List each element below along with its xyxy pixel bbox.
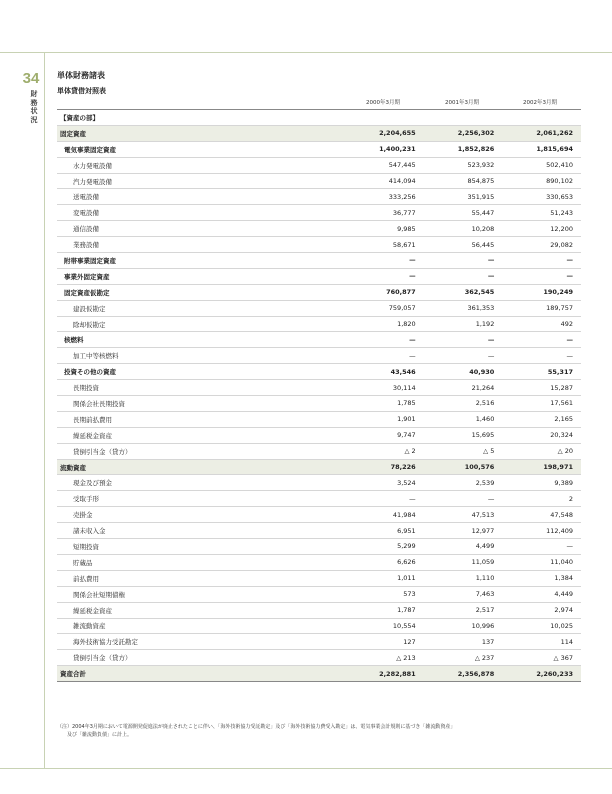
footnote-line-1: （注）2004年3月期において電源開発促進法が廃止されたことに伴い、「海外技術協力受託勘定」及び「海外技術協力費受入勘定」は、電気事業会計規則に基づき「雑流動資産」 [57, 724, 456, 730]
row-value-2001年3月期: 10,208 [424, 221, 503, 237]
row-value-2001年3月期: 2,516 [424, 396, 503, 412]
row-value-2000年3月期: 760,877 [345, 284, 424, 300]
row-value-2001年3月期: △ 5 [424, 443, 503, 459]
table-row [57, 634, 581, 650]
table-row [57, 539, 581, 555]
row-value-2001年3月期: 2,539 [424, 475, 503, 491]
table-row [57, 189, 581, 205]
row-value-2000年3月期: 9,985 [345, 221, 424, 237]
row-value-2001年3月期: 1,460 [424, 411, 503, 427]
row-value-2001年3月期: 523,932 [424, 157, 503, 173]
row-value-2000年3月期: 1,820 [345, 316, 424, 332]
row-value-2001年3月期: 1,852,826 [424, 141, 503, 157]
row-value-2002年3月期: — [502, 253, 581, 269]
column-header-2002: 2002年3月期 [523, 100, 557, 106]
row-label: 電気事業固定資産 [57, 141, 345, 157]
table-row [57, 475, 581, 491]
row-value-2001年3月期: 2,517 [424, 602, 503, 618]
table-row [57, 205, 581, 221]
row-value-2001年3月期: 47,513 [424, 507, 503, 523]
row-value-2002年3月期: 12,200 [502, 221, 581, 237]
row-label: 貸倒引当金（貸方） [57, 650, 345, 666]
row-value-2002年3月期: 114 [502, 634, 581, 650]
column-header-2001: 2001年3月期 [445, 100, 479, 106]
table-row [57, 348, 581, 364]
row-label: 通信設備 [57, 221, 345, 237]
row-value-2001年3月期: — [424, 332, 503, 348]
row-value-2001年3月期: — [424, 253, 503, 269]
row-label: 受取手形 [57, 491, 345, 507]
row-value-2002年3月期: 17,561 [502, 396, 581, 412]
row-label: 海外技術協力受託勘定 [57, 634, 345, 650]
row-label: 諸未収入金 [57, 523, 345, 539]
row-label: 汽力発電設備 [57, 173, 345, 189]
row-value-2001年3月期 [424, 110, 503, 126]
row-value-2002年3月期 [502, 110, 581, 126]
row-value-2000年3月期: 1,787 [345, 602, 424, 618]
table-row [57, 221, 581, 237]
row-label: 現金及び預金 [57, 475, 345, 491]
table-row [57, 666, 581, 682]
row-value-2000年3月期: 1,785 [345, 396, 424, 412]
row-value-2002年3月期: 55,317 [502, 364, 581, 380]
row-label: 貯蔵品 [57, 554, 345, 570]
row-value-2000年3月期: 1,011 [345, 570, 424, 586]
row-value-2000年3月期: — [345, 253, 424, 269]
table-row [57, 300, 581, 316]
table-row [57, 316, 581, 332]
row-value-2000年3月期: 414,094 [345, 173, 424, 189]
table-row [57, 554, 581, 570]
table-row [57, 650, 581, 666]
row-value-2000年3月期: 759,057 [345, 300, 424, 316]
row-value-2000年3月期 [345, 110, 424, 126]
balance-sheet-table [57, 109, 581, 682]
row-value-2002年3月期: — [502, 348, 581, 364]
row-value-2001年3月期: 4,499 [424, 539, 503, 555]
top-rule [0, 52, 612, 53]
row-label: 流動資産 [57, 459, 345, 475]
row-value-2000年3月期: 573 [345, 586, 424, 602]
row-value-2002年3月期: — [502, 268, 581, 284]
row-value-2002年3月期: 190,249 [502, 284, 581, 300]
row-value-2000年3月期: 5,299 [345, 539, 424, 555]
row-value-2002年3月期: 112,409 [502, 523, 581, 539]
row-value-2002年3月期: 189,757 [502, 300, 581, 316]
row-value-2002年3月期: 502,410 [502, 157, 581, 173]
row-value-2001年3月期: 11,059 [424, 554, 503, 570]
row-value-2000年3月期: △ 2 [345, 443, 424, 459]
row-value-2000年3月期: △ 213 [345, 650, 424, 666]
row-label: 繰延税金資産 [57, 427, 345, 443]
table-row [57, 284, 581, 300]
row-value-2001年3月期: 2,256,302 [424, 125, 503, 141]
row-value-2002年3月期: 47,548 [502, 507, 581, 523]
row-value-2002年3月期: 2,061,262 [502, 125, 581, 141]
column-header-2000: 2000年3月期 [366, 100, 400, 106]
row-value-2002年3月期: 2,260,233 [502, 666, 581, 682]
row-label: 固定資産 [57, 125, 345, 141]
row-value-2000年3月期: 6,951 [345, 523, 424, 539]
row-value-2001年3月期: 10,996 [424, 618, 503, 634]
row-value-2001年3月期: 1,110 [424, 570, 503, 586]
row-value-2000年3月期: — [345, 491, 424, 507]
row-label: 建設仮勘定 [57, 300, 345, 316]
row-value-2000年3月期: 9,747 [345, 427, 424, 443]
row-label: 短期投資 [57, 539, 345, 555]
row-label: 関係会社長期投資 [57, 396, 345, 412]
row-value-2001年3月期: 361,353 [424, 300, 503, 316]
row-value-2002年3月期: 9,389 [502, 475, 581, 491]
row-value-2002年3月期: 4,449 [502, 586, 581, 602]
table-row [57, 396, 581, 412]
row-value-2000年3月期: 1,901 [345, 411, 424, 427]
row-value-2002年3月期: 11,040 [502, 554, 581, 570]
footnote [57, 723, 597, 739]
row-value-2002年3月期: 2,165 [502, 411, 581, 427]
row-label: 業務設備 [57, 237, 345, 253]
row-label: 貸倒引当金（貸方） [57, 443, 345, 459]
table-row [57, 110, 581, 126]
table-row [57, 268, 581, 284]
row-label: 前払費用 [57, 570, 345, 586]
table-row [57, 173, 581, 189]
row-value-2000年3月期: 6,626 [345, 554, 424, 570]
row-value-2000年3月期: 127 [345, 634, 424, 650]
row-value-2001年3月期: △ 237 [424, 650, 503, 666]
row-value-2002年3月期: △ 20 [502, 443, 581, 459]
page-title: 単体財務諸表 [57, 71, 105, 80]
row-value-2000年3月期: 2,282,881 [345, 666, 424, 682]
row-label: 繰延税金資産 [57, 602, 345, 618]
row-value-2001年3月期: 1,192 [424, 316, 503, 332]
row-label: 加工中等核燃料 [57, 348, 345, 364]
row-label: 投資その他の資産 [57, 364, 345, 380]
row-label: 雑流動資産 [57, 618, 345, 634]
row-value-2000年3月期: 1,400,231 [345, 141, 424, 157]
table-row [57, 364, 581, 380]
row-value-2001年3月期: 12,977 [424, 523, 503, 539]
bottom-rule [0, 768, 612, 769]
row-value-2001年3月期: — [424, 268, 503, 284]
table-row [57, 459, 581, 475]
table-row [57, 602, 581, 618]
row-value-2000年3月期: — [345, 348, 424, 364]
row-value-2000年3月期: 547,445 [345, 157, 424, 173]
row-value-2002年3月期: 330,653 [502, 189, 581, 205]
table-row [57, 570, 581, 586]
row-value-2001年3月期: 351,915 [424, 189, 503, 205]
table-row [57, 253, 581, 269]
table-row [57, 586, 581, 602]
row-label: 売掛金 [57, 507, 345, 523]
row-value-2002年3月期: — [502, 332, 581, 348]
row-value-2002年3月期: 29,082 [502, 237, 581, 253]
table-subtitle: 単体貸借対照表 [57, 87, 106, 95]
table-row [57, 427, 581, 443]
row-value-2002年3月期: 20,324 [502, 427, 581, 443]
table-row [57, 491, 581, 507]
row-label: 関係会社短期債権 [57, 586, 345, 602]
row-value-2002年3月期: 890,102 [502, 173, 581, 189]
row-label: 事業外固定資産 [57, 268, 345, 284]
row-value-2002年3月期: — [502, 539, 581, 555]
left-margin-rule [44, 52, 45, 769]
table-row [57, 507, 581, 523]
table-row [57, 380, 581, 396]
row-label: 附帯事業固定資産 [57, 253, 345, 269]
row-value-2000年3月期: 10,554 [345, 618, 424, 634]
row-value-2000年3月期: — [345, 268, 424, 284]
row-value-2000年3月期: 41,984 [345, 507, 424, 523]
table-row [57, 157, 581, 173]
table-row [57, 237, 581, 253]
row-value-2002年3月期: 1,384 [502, 570, 581, 586]
row-value-2001年3月期: 2,356,878 [424, 666, 503, 682]
table-row [57, 523, 581, 539]
row-value-2000年3月期: 30,114 [345, 380, 424, 396]
table-row [57, 332, 581, 348]
section-side-label: 財務状況 [30, 90, 38, 124]
row-value-2002年3月期: 2 [502, 491, 581, 507]
row-value-2001年3月期: 362,545 [424, 284, 503, 300]
row-value-2000年3月期: 58,671 [345, 237, 424, 253]
row-label: 除却仮勘定 [57, 316, 345, 332]
row-value-2002年3月期: △ 367 [502, 650, 581, 666]
table-row [57, 411, 581, 427]
row-value-2002年3月期: 15,287 [502, 380, 581, 396]
table-row [57, 141, 581, 157]
row-value-2001年3月期: 15,695 [424, 427, 503, 443]
row-value-2001年3月期: 21,264 [424, 380, 503, 396]
page-number: 34 [22, 70, 40, 87]
row-value-2000年3月期: — [345, 332, 424, 348]
row-value-2001年3月期: 100,576 [424, 459, 503, 475]
row-value-2001年3月期: 854,875 [424, 173, 503, 189]
row-label: 核燃料 [57, 332, 345, 348]
row-value-2002年3月期: 492 [502, 316, 581, 332]
row-label: 変電設備 [57, 205, 345, 221]
table-row [57, 443, 581, 459]
row-value-2002年3月期: 2,974 [502, 602, 581, 618]
row-value-2000年3月期: 36,777 [345, 205, 424, 221]
row-value-2001年3月期: 56,445 [424, 237, 503, 253]
row-value-2001年3月期: 40,930 [424, 364, 503, 380]
row-value-2001年3月期: — [424, 491, 503, 507]
row-label: 送電設備 [57, 189, 345, 205]
row-value-2000年3月期: 2,204,655 [345, 125, 424, 141]
table-row [57, 618, 581, 634]
row-value-2001年3月期: 55,447 [424, 205, 503, 221]
row-value-2002年3月期: 1,815,694 [502, 141, 581, 157]
row-label: 【資産の部】 [57, 110, 345, 126]
row-value-2000年3月期: 78,226 [345, 459, 424, 475]
row-value-2000年3月期: 333,256 [345, 189, 424, 205]
table-row [57, 125, 581, 141]
row-value-2001年3月期: 7,463 [424, 586, 503, 602]
row-label: 資産合計 [57, 666, 345, 682]
row-value-2000年3月期: 43,546 [345, 364, 424, 380]
row-label: 水力発電設備 [57, 157, 345, 173]
row-value-2001年3月期: — [424, 348, 503, 364]
row-value-2000年3月期: 3,524 [345, 475, 424, 491]
row-label: 固定資産仮勘定 [57, 284, 345, 300]
row-value-2002年3月期: 51,243 [502, 205, 581, 221]
row-label: 長期前払費用 [57, 411, 345, 427]
row-value-2002年3月期: 10,025 [502, 618, 581, 634]
row-value-2001年3月期: 137 [424, 634, 503, 650]
footnote-line-2: 及び「雑流動負債」に計上。 [67, 732, 133, 738]
row-label: 長期投資 [57, 380, 345, 396]
row-value-2002年3月期: 198,971 [502, 459, 581, 475]
